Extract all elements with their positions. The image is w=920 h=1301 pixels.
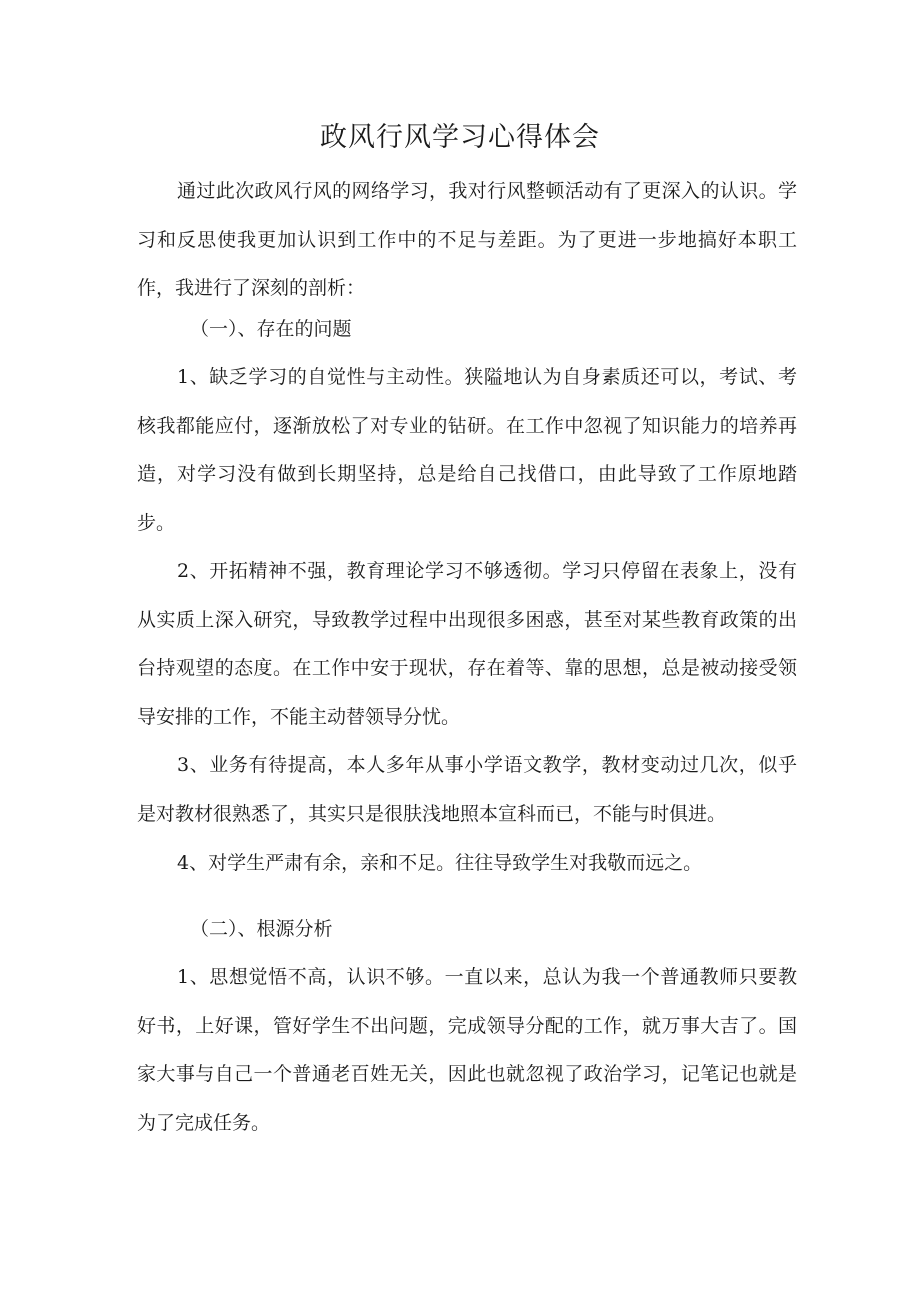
section-heading-problems: （一）、存在的问题 bbox=[190, 318, 352, 340]
problem-item-4: 4、对学生严肃有余，亲和不足。往往导致学生对我敬而远之。 bbox=[177, 852, 703, 874]
intro-paragraph: 通过此次政风行风的网络学习，我对行风整顿活动有了更深入的认识。学习和反思使我更加认识到工作中的不足与差距。为了更进一步地搞好本职工作，我进行了深刻的剖析： bbox=[137, 180, 797, 299]
problem-item-3: 3、业务有待提高，本人多年从事小学语文教学，教材变动过几次，似乎是对教材很熟悉了，其实只是很肤浅地照本宣科而已，不能与时俱进。 bbox=[137, 754, 797, 825]
document-title: 政风行风学习心得体会 bbox=[320, 122, 600, 153]
problem-item-1: 1、缺乏学习的自觉性与主动性。狭隘地认为自身素质还可以，考试、考核我都能应付，逐渐放松了对专业的钻研。在工作中忽视了知识能力的培养再造，对学习没有做到长期坚持，总是给自己找借口，由此导致了工作原地踏步。 bbox=[137, 366, 797, 534]
section-heading-root-causes: （二）、根源分析 bbox=[190, 918, 333, 940]
problem-item-2: 2、开拓精神不强，教育理论学习不够透彻。学习只停留在表象上，没有从实质上深入研究，导致教学过程中出现很多困惑，甚至对某些教育政策的出台持观望的态度。在工作中安于现状，存在着等、靠的思想，总是被动接受领导安排的工作，不能主动替领导分忧。 bbox=[137, 560, 797, 728]
root-cause-item-1: 1、思想觉悟不高，认识不够。一直以来，总认为我一个普通教师只要教好书，上好课，管好学生不出问题，完成领导分配的工作，就万事大吉了。国家大事与自己一个普通老百姓无关，因此也就忽视了政治学习，记笔记也就是为了完成任务。 bbox=[137, 966, 797, 1134]
